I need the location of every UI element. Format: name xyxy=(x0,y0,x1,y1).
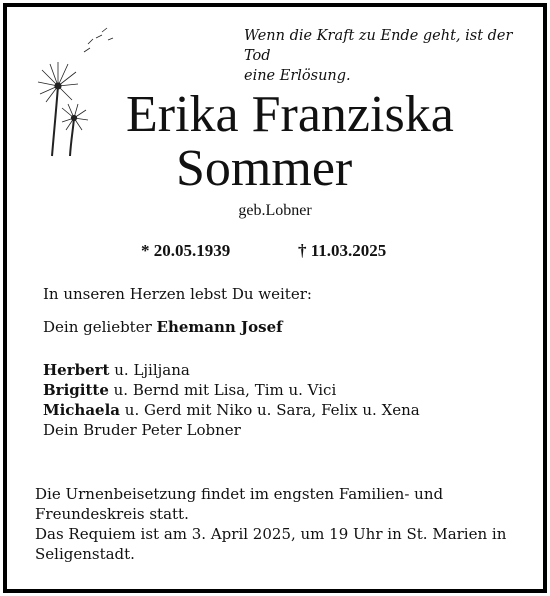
notice-line-4: Seligenstadt. xyxy=(35,545,135,563)
family-member xyxy=(43,360,420,380)
notice-line-1: Die Urnenbeisetzung findet im engsten Familien- und xyxy=(35,485,444,503)
family-member xyxy=(43,420,420,440)
life-dates xyxy=(0,241,550,265)
family-list xyxy=(43,360,420,440)
notice-line-2: Freundeskreis statt. xyxy=(35,505,189,523)
death-date: † 11.03.2025 xyxy=(298,241,387,260)
family-detail: u. Bernd mit Lisa, Tim u. Vici xyxy=(108,381,337,399)
spouse-line xyxy=(43,317,283,337)
motto-quote xyxy=(244,26,534,86)
family-name: Michaela xyxy=(43,401,121,419)
family-member xyxy=(43,400,420,420)
deceased-first-names: Erika Franziska xyxy=(126,86,454,143)
notice-line-3: Das Requiem ist am 3. April 2025, um 19 Uhr in St. Marien in xyxy=(35,525,507,543)
family-name: Herbert xyxy=(43,361,110,379)
spouse-name: Ehemann Josef xyxy=(156,318,283,336)
intro-text: In unseren Herzen lebst Du weiter: xyxy=(43,285,312,303)
funeral-notice xyxy=(35,484,515,564)
family-member xyxy=(43,380,420,400)
maiden-name: geb.Lobner xyxy=(238,202,312,219)
birth-date: * 20.05.1939 xyxy=(141,241,231,260)
motto-line-2: eine Erlösung. xyxy=(244,68,351,84)
spouse-prefix: Dein geliebter xyxy=(43,318,157,336)
deceased-surname: Sommer xyxy=(176,140,353,197)
motto-line-1: Wenn die Kraft zu Ende geht, ist der Tod xyxy=(244,28,513,64)
family-detail: u. Ljiljana xyxy=(109,361,190,379)
family-detail: Dein Bruder Peter Lobner xyxy=(43,421,241,439)
family-detail: u. Gerd mit Niko u. Sara, Felix u. Xena xyxy=(120,401,420,419)
family-name: Brigitte xyxy=(43,381,109,399)
dandelion-icon xyxy=(22,22,122,162)
